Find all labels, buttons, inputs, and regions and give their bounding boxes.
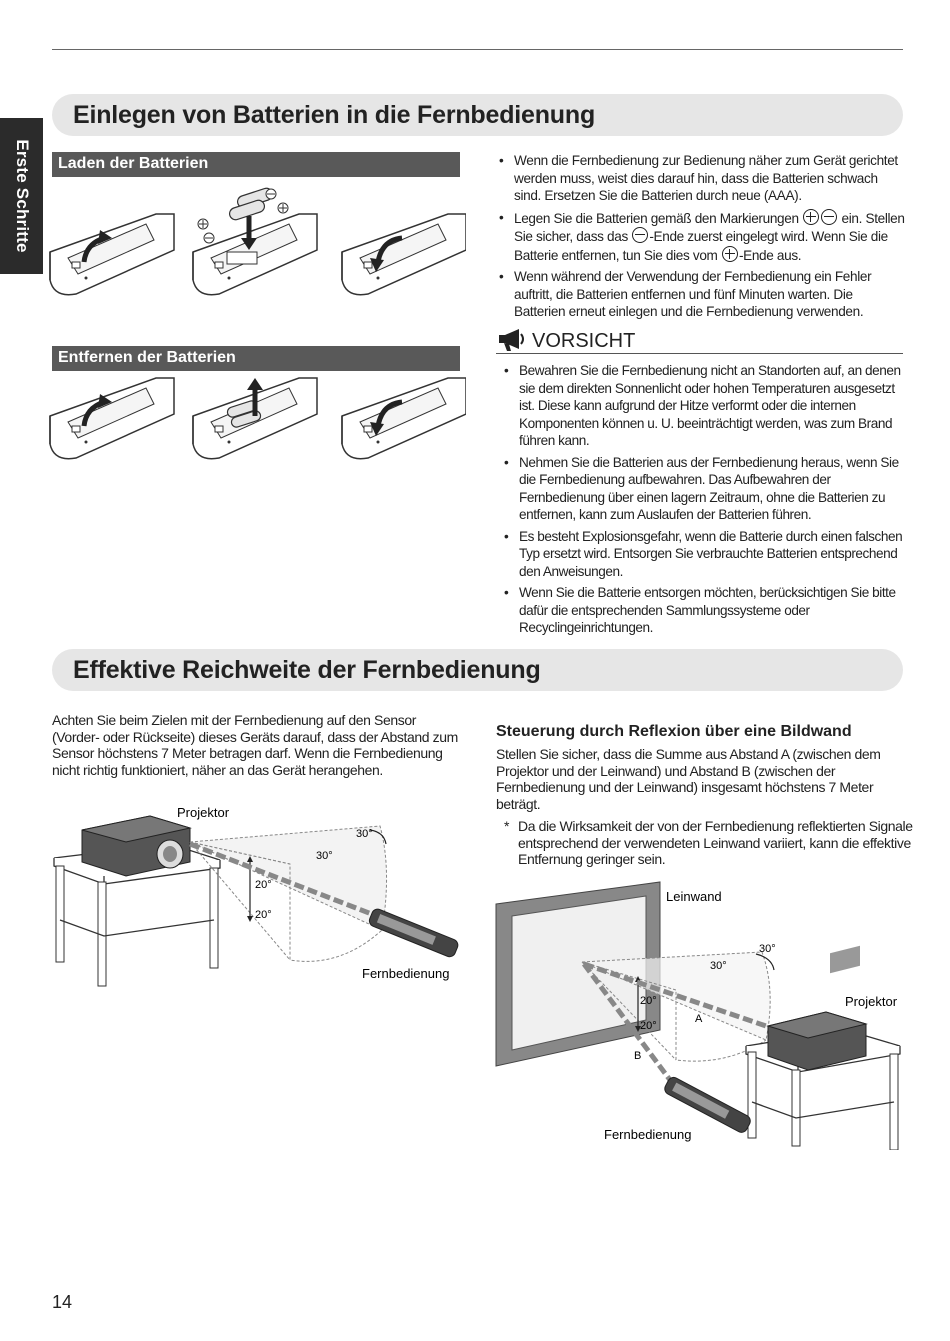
remote-open-cover-icon — [50, 214, 174, 295]
range-diagram-reflection — [490, 880, 910, 1150]
subsection-bar-label: Laden der Batterien — [58, 155, 209, 172]
reflection-title: Steuerung durch Reflexion über eine Bildwand — [496, 723, 852, 740]
caution-title: VORSICHT — [532, 330, 636, 352]
top-rule — [52, 49, 903, 50]
caution-list — [502, 362, 906, 641]
list-item: • Es besteht Explosionsgefahr, wenn die Batterie durch einen falschen Typ ersetzt wird. Entsorgen Sie verbrauchte Batterien entsprechend den Anweisungen. — [502, 528, 906, 581]
angle-label-horizontal-outer: 30° — [356, 828, 373, 840]
angle-label-horizontal-inner: 30° — [710, 960, 727, 972]
distance-label-b: B — [634, 1050, 642, 1062]
projector-label: Projektor — [177, 805, 230, 820]
angle-label-horizontal-inner: 30° — [316, 850, 333, 862]
list-item: • Bewahren Sie die Fernbedienung nicht an Standorten auf, an denen sie dem direkten Sonnenlicht oder hohen Temperaturen ausgesetzt ist. Diese kann aufgrund der Hitze verformt oder die internen Komponenten können u. U. beeinträchtigt werden, was zum Brand führen kann. — [502, 362, 906, 450]
list-item: • Nehmen Sie die Batterien aus der Fernbedienung heraus, wenn Sie die Fernbedienung aufbewahren. Das Aufbewahren der Fernbedienung über einen lagern Zeitraum, ohne die Batterien zu entfernen, kann zum Auslaufen der Batterien führen. — [502, 454, 906, 524]
section-heading-range — [52, 649, 903, 691]
section-heading-batteries — [52, 94, 903, 136]
minus-symbol-icon — [821, 209, 837, 225]
screen-label: Leinwand — [666, 889, 722, 904]
remote-close-cover-icon — [342, 214, 466, 295]
reflection-note — [496, 818, 928, 868]
remote-control-icon — [663, 1075, 753, 1134]
list-item: • Wenn während der Verwendung der Fernbedienung ein Fehler auftritt, die Batterien entfernen und fünf Minuten warten. Die Batterien erneut einlegen und die Fernbedienung verwenden. — [497, 268, 905, 321]
caution-header — [496, 328, 903, 354]
remote-control-icon — [368, 907, 460, 958]
subsection-bar-label: Entfernen der Batterien — [58, 349, 236, 366]
list-item: • Wenn die Fernbedienung zur Bedienung näher zum Gerät gerichtet werden muss, weist dies darauf hin, dass die Batterien schwach sind. Ersetzen Sie die Batterien durch neue (AAA). — [497, 152, 905, 205]
reception-cone — [190, 826, 387, 961]
angle-label-vertical-up: 20° — [255, 879, 272, 891]
note-asterisk: * — [504, 818, 510, 834]
plus-symbol-icon — [722, 246, 738, 262]
list-item: • Legen Sie die Batterien gemäß den Markierungen ein. Stellen Sie sicher, dass das -Ende zuerst eingelegt wird. Wenn Sie die Batterie entfernen, tun Sie dies vom -Ende aus. — [497, 209, 905, 265]
angle-label-horizontal-outer: 30° — [759, 943, 776, 955]
section-title: Einlegen von Batterien in die Fernbedienung — [73, 101, 596, 129]
range-diagram-direct — [50, 800, 470, 990]
minus-symbol-icon — [632, 227, 648, 243]
note-text: Da die Wirksamkeit der von der Fernbedienung reflektierten Signale entsprechend der verwendeten Leinwand variiert, kann die effektive Entfernung geringer sein. — [518, 818, 913, 868]
remote-open-cover-icon — [50, 378, 174, 459]
chapter-tab — [0, 118, 43, 274]
subsection-bar-load — [52, 152, 460, 177]
angle-label-vertical-down: 20° — [255, 909, 272, 921]
distance-label-a: A — [695, 1013, 703, 1025]
projector-icon — [82, 816, 190, 876]
remote-remove-battery-icon — [193, 378, 317, 459]
page-number: 14 — [52, 1292, 73, 1312]
remote-label: Fernbedienung — [604, 1127, 692, 1142]
list-item: • Wenn Sie die Batterie entsorgen möchten, berücksichtigen Sie bitte dafür die entsprechenden Sammlungssysteme oder Recyclingeinrichtungen. — [502, 584, 906, 637]
plus-symbol-icon — [803, 209, 819, 225]
angle-label-vertical-up: 20° — [640, 995, 657, 1007]
angle-label-vertical-down: 20° — [640, 1020, 657, 1032]
remote-label: Fernbedienung — [362, 966, 450, 981]
subsection-bar-remove — [52, 346, 460, 371]
remote-close-cover-icon — [342, 378, 466, 459]
range-intro-text: Achten Sie beim Zielen mit der Fernbedienung auf den Sensor (Vorder- oder Rückseite) dieses Geräts darauf, dass der Abstand zum Sensor höchstens 7 Meter betragen darf. Wenn die Fernbedienung nicht richtig funktioniert, näher an das Gerät herangehen. — [52, 712, 458, 778]
reflection-text: Stellen Sie sicher, dass die Summe aus Abstand A (zwischen dem Projektor und der Leinwand) und Abstand B (zwischen der Fernbedienung und der Leinwand) insgesamt höchstens 7 Meter beträgt. — [496, 746, 881, 812]
battery-remove-illustration — [46, 372, 466, 480]
projector-label: Projektor — [845, 994, 898, 1009]
battery-load-illustration — [46, 180, 466, 315]
chapter-tab-label: Erste Schritte — [12, 139, 32, 253]
remote-insert-battery-icon — [193, 187, 317, 295]
megaphone-icon — [496, 328, 526, 352]
battery-notes-list — [497, 152, 905, 325]
section-title: Effektive Reichweite der Fernbedienung — [73, 656, 541, 684]
